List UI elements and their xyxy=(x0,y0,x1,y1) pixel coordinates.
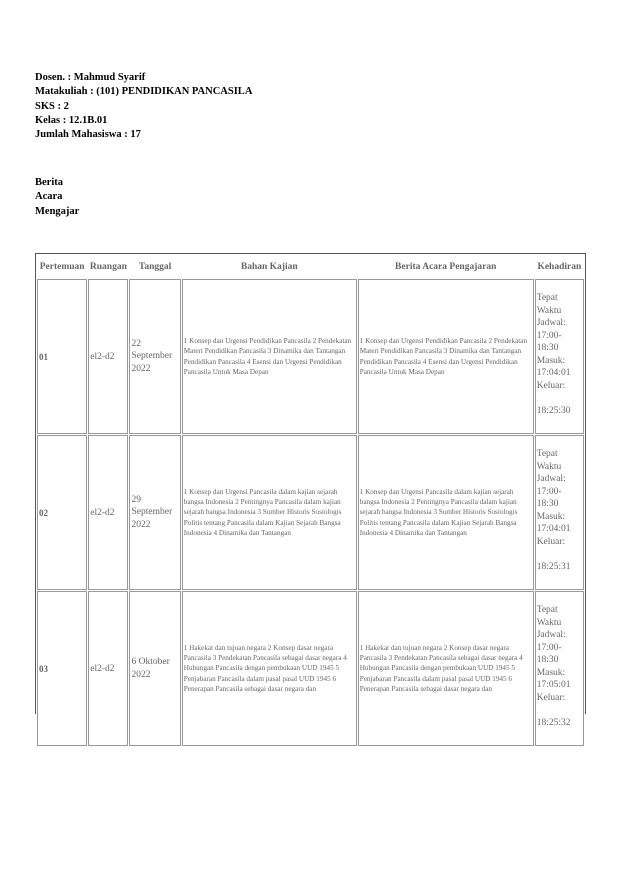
date: 22 September 2022 xyxy=(129,279,180,434)
class-code: Kelas : 12.1B.01 xyxy=(35,114,108,126)
check-in-label: Masuk: xyxy=(536,355,566,366)
teaching-report: 1 Konsep dan Urgensi Pancasila dalam kajian sejarah bangsa Indonesia 2 Pentingnya Pancasila dalam kajian sejarah bangsa Indonesia 3 Sumber Historis Sosiologis Politis tentang Pancasila dalam Kajian Sejarah Bangsa Indonesia 4 Dinamika dan Tantangan xyxy=(358,435,534,590)
attendance-status: Tepat Waktu xyxy=(536,449,562,472)
check-out-label: Keluar: xyxy=(536,380,566,391)
room: el2-d2 xyxy=(88,279,128,434)
column-header-ruangan: Ruangan xyxy=(89,261,127,272)
study-material: 1 Hakekat dan tujuan negara 2 Konsep dasar negara Pancasila 3 Pendekatan Pancasila sebagai dasar negara 4 Hubungan Pancasila dengan pembukaan UUD 1945 5 Penjabaran Pancasila dalam pasal pasal UUD 1945 6 Penerapan Pancasila sebagai dasar negara dan xyxy=(182,591,357,746)
schedule-label: Jadwal: xyxy=(536,474,566,484)
meeting-number: 01 xyxy=(37,279,87,434)
meeting-number: 02 xyxy=(37,435,87,590)
column-header-bahan-kajian: Bahan Kajian xyxy=(240,261,298,272)
teaching-record-table-frame xyxy=(35,253,586,728)
table-row xyxy=(37,435,584,590)
column-header-kehadiran: Kehadiran xyxy=(537,261,582,272)
spacer xyxy=(537,392,582,405)
attendance xyxy=(535,591,584,746)
column-header-pertemuan: Pertemuan xyxy=(39,261,85,272)
schedule-time: 17:00-18:30 xyxy=(536,330,562,353)
study-material: 1 Konsep dan Urgensi Pendidikan Pancasila 2 Pendekatan Materi Pendidikan Pancasila 3 Dinamika dan Tantangan Pendidikan Pancasila 4 Esensi dan Urgensi Pendidikan Pancasila Untuk Masa Depan xyxy=(182,279,357,434)
check-in-time: 17:05:01 xyxy=(536,680,571,690)
teaching-record-table xyxy=(36,254,585,747)
schedule-time: 17:00-18:30 xyxy=(536,642,562,665)
student-count: Jumlah Mahasiswa : 17 xyxy=(35,129,141,141)
room: el2-d2 xyxy=(88,435,128,590)
check-in-time: 17:04:01 xyxy=(536,368,571,378)
check-out-time: 18:25:31 xyxy=(536,561,571,572)
check-out-time: 18:25:30 xyxy=(536,405,571,416)
check-in-time: 17:04:01 xyxy=(536,524,571,534)
check-in-label: Masuk: xyxy=(536,511,566,522)
check-out-time: 18:25:32 xyxy=(536,717,571,728)
room: el2-d2 xyxy=(88,591,128,746)
title-line-2: Acara xyxy=(35,191,63,203)
column-header-tanggal: Tanggal xyxy=(138,261,172,272)
spacer xyxy=(537,704,582,717)
column-header-berita-acara: Berita Acara Pengajaran xyxy=(395,261,497,272)
document-title xyxy=(35,176,79,219)
title-line-3: Mengajar xyxy=(35,205,80,217)
lecturer-name: Dosen. : Mahmud Syarif xyxy=(35,72,146,83)
study-material: 1 Konsep dan Urgensi Pancasila dalam kajian sejarah bangsa Indonesia 2 Pentingnya Pancasila dalam kajian sejarah bangsa Indonesia 3 Sumber Historis Sosiologis Politis tentang Pancasila dalam Kajian Sejarah Bangsa Indonesia 4 Dinamika dan Tantangan xyxy=(182,435,357,590)
date: 29 September 2022 xyxy=(129,435,180,590)
check-in-label: Masuk: xyxy=(536,667,566,678)
attendance-status: Tepat Waktu xyxy=(536,293,562,316)
attendance-status: Tepat Waktu xyxy=(536,605,562,628)
spacer xyxy=(537,548,582,561)
table-row xyxy=(37,591,584,746)
check-out-label: Keluar: xyxy=(536,536,566,547)
table-header-row xyxy=(37,255,584,278)
teaching-report: 1 Konsep dan Urgensi Pendidikan Pancasila 2 Pendekatan Materi Pendidikan Pancasila 3 Dinamika dan Tantangan Pendidikan Pancasila 4 Esensi dan Urgensi Pendidikan Pancasila Untuk Masa Depan xyxy=(358,279,534,434)
course-name: Matakuliah : (101) PENDIDIKAN PANCASILA xyxy=(35,86,253,98)
date: 6 Oktober 2022 xyxy=(129,591,180,746)
table-row xyxy=(37,279,584,434)
attendance xyxy=(535,279,584,434)
title-line-1: Berita xyxy=(35,177,63,188)
credit-units: SKS : 2 xyxy=(35,100,69,112)
meeting-number: 03 xyxy=(37,591,87,746)
teaching-report: 1 Hakekat dan tujuan negara 2 Konsep dasar negara Pancasila 3 Pendekatan Pancasila sebagai dasar negara 4 Hubungan Pancasila dengan pembukaan UUD 1945 5 Penjabaran Pancasila dalam pasal pasal UUD 1945 6 Penerapan Pancasila sebagai dasar negara dan xyxy=(358,591,534,746)
document-header xyxy=(35,71,252,142)
schedule-time: 17:00-18:30 xyxy=(536,486,562,509)
check-out-label: Keluar: xyxy=(536,692,566,703)
schedule-label: Jadwal: xyxy=(536,318,566,328)
attendance xyxy=(535,435,584,590)
schedule-label: Jadwal: xyxy=(536,630,566,640)
